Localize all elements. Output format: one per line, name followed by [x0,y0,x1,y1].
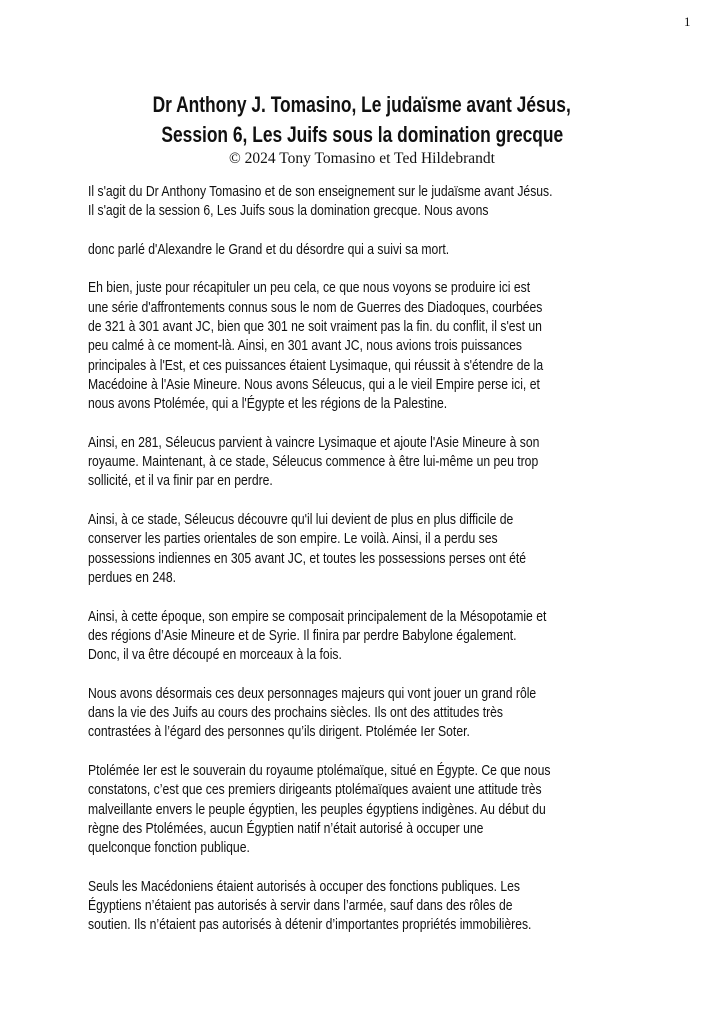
text-line: Seuls les Macédoniens étaient autorisés à occuper des fonctions publiques. Les [88,878,520,895]
paragraph [88,608,648,666]
text-line: perdues en 248. [88,569,177,586]
document-title-line-2 [0,122,724,148]
text-line: peu calmé à ce moment-là. Ainsi, en 301 avant JC, nous avions trois puissances [88,338,522,355]
text-line: Égyptiens n’étaient pas autorisés à servir dans l’armée, sauf dans des rôles de [88,897,513,914]
text-line: principales à l'Est, et ces puissances étaient Lysimaque, qui réussit à s'étendre de la [88,357,544,374]
document-title-line-1 [0,92,724,118]
text-line: malveillante envers le peuple égyptien, les peuples égyptiens indigènes. Au début du [88,801,546,818]
text-line: quelconque fonction publique. [88,840,250,857]
text-line: possessions indiennes en 305 avant JC, et toutes les possessions perses ont été [88,550,527,567]
title-text: Session 6, Les Juifs sous la domination grecque [161,122,563,147]
text-line: conserver les parties orientales de son empire. Le voilà. Ainsi, il a perdu ses [88,531,498,548]
paragraph [88,241,648,260]
copyright-line: © 2024 Tony Tomasino et Ted Hildebrandt [229,150,495,167]
paragraph [88,511,648,588]
text-line: Ptolémée Ier est le souverain du royaume ptolémaïque, situé en Égypte. Ce que nous [88,762,551,779]
text-line: constatons, c’est que ces premiers dirigeants ptolémaïques avaient une attitude très [88,782,542,799]
paragraph [88,878,648,936]
paragraph [88,279,648,414]
text-line: Eh bien, juste pour récapituler un peu cela, ce que nous voyons se produire ici est [88,280,531,297]
text-line: dans la vie des Juifs au cours des prochains siècles. Ils ont des attitudes très [88,705,504,722]
text-line: règne des Ptolémées, aucun Égyptien natif n’était autorisé à occuper une [88,820,484,837]
text-line: Macédoine à l'Asie Mineure. Nous avons Séleucus, qui a le vieil Empire perse ici, et [88,376,540,393]
text-line: soutien. Ils n’étaient pas autorisés à détenir d’importantes propriétés immobilières. [88,917,532,934]
text-line: Ainsi, à cette époque, son empire se composait principalement de la Mésopotamie et [88,608,547,625]
text-line: Nous avons désormais ces deux personnages majeurs qui vont jouer un grand rôle [88,685,537,702]
text-line: Il s'agit du Dr Anthony Tomasino et de son enseignement sur le judaïsme avant Jésus. [88,184,553,200]
paragraph [88,183,648,222]
text-line: donc parlé d'Alexandre le Grand et du désordre qui a suivi sa mort. [88,241,450,258]
text-line: Il s'agit de la session 6, Les Juifs sous la domination grecque. Nous avons [88,203,489,220]
title-text: Dr Anthony J. Tomasino, Le judaïsme avant Jésus, [152,92,572,117]
paragraph [88,685,648,743]
text-line: sollicité, et il va finir par en perdre. [88,473,273,490]
text-line: une série d'affrontements connus sous le nom de Guerres des Diadoques, courbées [88,299,543,316]
text-line: nous avons Ptolémée, qui a l'Égypte et les régions de la Palestine. [88,396,448,413]
paragraph [88,762,648,858]
text-line: Ainsi, en 281, Séleucus parvient à vaincre Lysimaque et ajoute l'Asie Mineure à son [88,434,540,451]
text-line: des régions d’Asie Mineure et de Syrie. Il finira par perdre Babylone également. [88,627,517,644]
document-body [88,183,648,955]
page-number: 1 [684,14,691,29]
text-line: contrastées à l’égard des personnes qu’ils dirigent. Ptolémée Ier Soter. [88,724,470,741]
text-line: de 321 à 301 avant JC, bien que 301 ne soit vraiment pas la fin. du conflit, il s'est un [88,319,542,336]
text-line: Ainsi, à ce stade, Séleucus découvre qu'il lui devient de plus en plus difficile de [88,512,514,529]
paragraph [88,434,648,492]
text-line: royaume. Maintenant, à ce stade, Séleucus commence à être lui-même un peu trop [88,454,539,471]
text-line: Donc, il va être découpé en morceaux à la fois. [88,647,342,664]
